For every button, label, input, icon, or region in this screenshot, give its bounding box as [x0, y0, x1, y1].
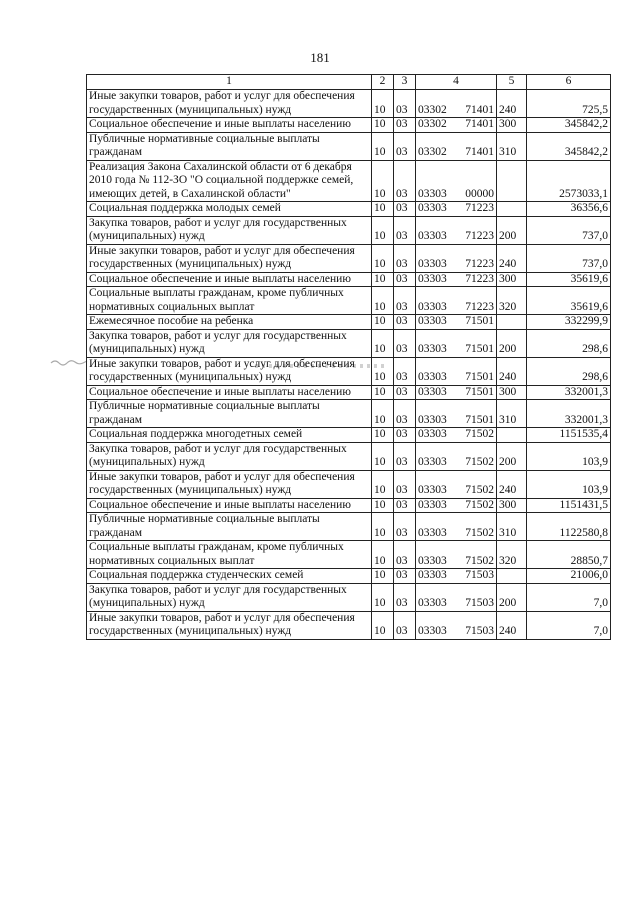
row-section: 10: [372, 498, 394, 513]
row-expense-type: 300: [497, 118, 527, 133]
row-subsection: 03: [394, 90, 416, 118]
row-name: Иные закупки товаров, работ и услуг для обеспечения государственных (муниципальных) нужд: [87, 611, 372, 639]
row-expense-type: 320: [497, 287, 527, 315]
row-subsection: 03: [394, 513, 416, 541]
row-section: 10: [372, 329, 394, 357]
row-article-code: 03303: [416, 428, 457, 443]
table-row: [87, 611, 611, 639]
table-row: [87, 442, 611, 470]
row-section: 10: [372, 442, 394, 470]
row-section: 10: [372, 385, 394, 400]
row-subsection: 03: [394, 428, 416, 443]
row-amount: 725,5: [527, 90, 611, 118]
row-expense-type: 240: [497, 611, 527, 639]
row-name: Закупка товаров, работ и услуг для государственных (муниципальных) нужд: [87, 583, 372, 611]
row-name: Социальное обеспечение и иные выплаты населению: [87, 498, 372, 513]
scan-artifact-mark: [50, 358, 88, 366]
row-article-subcode: 71223: [456, 272, 497, 287]
row-article-code: 03303: [416, 442, 457, 470]
row-article-code: 03303: [416, 611, 457, 639]
table-row: [87, 216, 611, 244]
row-amount: 21006,0: [527, 569, 611, 584]
row-amount: 36356,6: [527, 202, 611, 217]
row-article-code: 03303: [416, 583, 457, 611]
row-name: Публичные нормативные социальные выплаты гражданам: [87, 400, 372, 428]
row-article-code: 03303: [416, 202, 457, 217]
row-article-code: 03303: [416, 470, 457, 498]
table-row: [87, 329, 611, 357]
row-name: Социальное обеспечение и иные выплаты населению: [87, 118, 372, 133]
row-section: 10: [372, 287, 394, 315]
row-article-code: 03302: [416, 118, 457, 133]
row-subsection: 03: [394, 541, 416, 569]
table-row: [87, 90, 611, 118]
row-name: Социальные выплаты гражданам, кроме публичных нормативных социальных выплат: [87, 541, 372, 569]
row-article-subcode: 71223: [456, 287, 497, 315]
row-article-subcode: 71503: [456, 569, 497, 584]
row-article-code: 03303: [416, 385, 457, 400]
row-amount: 332001,3: [527, 400, 611, 428]
row-section: 10: [372, 569, 394, 584]
header-col-1: 1: [87, 75, 372, 90]
row-section: 10: [372, 315, 394, 330]
row-expense-type: [497, 160, 527, 202]
row-section: 10: [372, 541, 394, 569]
row-article-subcode: 71502: [456, 470, 497, 498]
row-section: 10: [372, 90, 394, 118]
table-row: [87, 513, 611, 541]
row-expense-type: 320: [497, 541, 527, 569]
row-expense-type: 310: [497, 400, 527, 428]
table-row: [87, 569, 611, 584]
table-row: [87, 357, 611, 385]
row-article-subcode: 71503: [456, 611, 497, 639]
row-article-code: 03303: [416, 513, 457, 541]
row-article-subcode: 71401: [456, 90, 497, 118]
row-subsection: 03: [394, 357, 416, 385]
row-expense-type: 300: [497, 272, 527, 287]
header-col-4: 4: [416, 75, 497, 90]
header-col-6: 6: [527, 75, 611, 90]
row-expense-type: 240: [497, 470, 527, 498]
row-article-code: 03303: [416, 287, 457, 315]
row-subsection: 03: [394, 611, 416, 639]
table-row: [87, 541, 611, 569]
row-amount: 35619,6: [527, 287, 611, 315]
row-name: Социальная поддержка студенческих семей: [87, 569, 372, 584]
table-row: [87, 428, 611, 443]
row-amount: 2573033,1: [527, 160, 611, 202]
row-name: Ежемесячное пособие на ребенка: [87, 315, 372, 330]
row-subsection: 03: [394, 583, 416, 611]
row-article-subcode: 71502: [456, 498, 497, 513]
header-col-3: 3: [394, 75, 416, 90]
row-subsection: 03: [394, 216, 416, 244]
row-subsection: 03: [394, 315, 416, 330]
row-article-code: 03303: [416, 357, 457, 385]
row-article-code: 03303: [416, 315, 457, 330]
row-name: Социальное обеспечение и иные выплаты населению: [87, 272, 372, 287]
row-name: Иные закупки товаров, работ и услуг для обеспечения государственных (муниципальных) нужд: [87, 357, 372, 385]
row-article-subcode: 71501: [456, 400, 497, 428]
table-row: [87, 287, 611, 315]
row-expense-type: 240: [497, 90, 527, 118]
table-row: [87, 160, 611, 202]
row-subsection: 03: [394, 287, 416, 315]
table-row: [87, 400, 611, 428]
row-article-code: 03303: [416, 160, 457, 202]
table-row: [87, 272, 611, 287]
row-article-subcode: 71501: [456, 385, 497, 400]
row-expense-type: 310: [497, 513, 527, 541]
table-row: [87, 385, 611, 400]
row-name: Иные закупки товаров, работ и услуг для обеспечения государственных (муниципальных) нужд: [87, 90, 372, 118]
row-article-code: 03303: [416, 272, 457, 287]
row-expense-type: 300: [497, 385, 527, 400]
table-body: [87, 90, 611, 640]
row-article-subcode: 71501: [456, 357, 497, 385]
row-name: Закупка товаров, работ и услуг для государственных (муниципальных) нужд: [87, 329, 372, 357]
row-section: 10: [372, 513, 394, 541]
row-subsection: 03: [394, 202, 416, 217]
row-name: Социальная поддержка многодетных семей: [87, 428, 372, 443]
row-name: Реализация Закона Сахалинской области от 6 декабря 2010 года № 112-ЗО "О социальной поддержке семей, имеющих детей, в Сахалинской области": [87, 160, 372, 202]
row-expense-type: 310: [497, 132, 527, 160]
table-row: [87, 498, 611, 513]
row-article-subcode: 71401: [456, 118, 497, 133]
row-expense-type: 240: [497, 244, 527, 272]
row-expense-type: [497, 315, 527, 330]
row-section: 10: [372, 202, 394, 217]
row-section: 10: [372, 118, 394, 133]
row-amount: 35619,6: [527, 272, 611, 287]
row-article-subcode: 71502: [456, 541, 497, 569]
table-row: [87, 583, 611, 611]
row-section: 10: [372, 244, 394, 272]
row-article-subcode: 71502: [456, 513, 497, 541]
row-expense-type: 200: [497, 442, 527, 470]
row-amount: 737,0: [527, 216, 611, 244]
page-number: 181: [310, 50, 330, 65]
row-section: 10: [372, 357, 394, 385]
row-amount: 7,0: [527, 583, 611, 611]
row-amount: 298,6: [527, 357, 611, 385]
row-article-subcode: 71501: [456, 315, 497, 330]
row-article-subcode: 71502: [456, 428, 497, 443]
row-amount: 298,6: [527, 329, 611, 357]
row-article-code: 03303: [416, 569, 457, 584]
row-article-code: 03303: [416, 329, 457, 357]
row-article-subcode: 00000: [456, 160, 497, 202]
row-subsection: 03: [394, 160, 416, 202]
row-section: 10: [372, 400, 394, 428]
row-amount: 737,0: [527, 244, 611, 272]
budget-table: [86, 74, 611, 640]
row-amount: 1151431,5: [527, 498, 611, 513]
row-name: Публичные нормативные социальные выплаты гражданам: [87, 513, 372, 541]
row-subsection: 03: [394, 132, 416, 160]
row-expense-type: 300: [497, 498, 527, 513]
table-header-row: [87, 75, 611, 90]
row-expense-type: 200: [497, 583, 527, 611]
row-subsection: 03: [394, 498, 416, 513]
row-article-code: 03303: [416, 541, 457, 569]
table-row: [87, 244, 611, 272]
row-subsection: 03: [394, 470, 416, 498]
row-name: Закупка товаров, работ и услуг для государственных (муниципальных) нужд: [87, 442, 372, 470]
row-section: 10: [372, 272, 394, 287]
row-amount: 103,9: [527, 442, 611, 470]
row-subsection: 03: [394, 442, 416, 470]
row-name: Иные закупки товаров, работ и услуг для обеспечения государственных (муниципальных) нужд: [87, 244, 372, 272]
row-article-subcode: 71223: [456, 244, 497, 272]
row-section: 10: [372, 428, 394, 443]
row-article-subcode: 71401: [456, 132, 497, 160]
row-expense-type: 240: [497, 357, 527, 385]
row-article-subcode: 71502: [456, 442, 497, 470]
row-subsection: 03: [394, 244, 416, 272]
row-amount: 28850,7: [527, 541, 611, 569]
table-row: [87, 118, 611, 133]
row-article-subcode: 71223: [456, 202, 497, 217]
row-expense-type: [497, 202, 527, 217]
row-section: 10: [372, 583, 394, 611]
header-col-5: 5: [497, 75, 527, 90]
row-expense-type: [497, 428, 527, 443]
row-expense-type: 200: [497, 216, 527, 244]
row-subsection: 03: [394, 400, 416, 428]
row-section: 10: [372, 611, 394, 639]
row-name: Закупка товаров, работ и услуг для государственных (муниципальных) нужд: [87, 216, 372, 244]
row-amount: 345842,2: [527, 118, 611, 133]
row-name: Публичные нормативные социальные выплаты гражданам: [87, 132, 372, 160]
row-section: 10: [372, 216, 394, 244]
row-amount: 1122580,8: [527, 513, 611, 541]
row-amount: 332001,3: [527, 385, 611, 400]
row-article-code: 03303: [416, 400, 457, 428]
row-section: 10: [372, 470, 394, 498]
row-article-code: 03303: [416, 216, 457, 244]
table-row: [87, 132, 611, 160]
row-article-code: 03303: [416, 498, 457, 513]
row-article-code: 03303: [416, 244, 457, 272]
table-row: [87, 202, 611, 217]
row-subsection: 03: [394, 569, 416, 584]
row-expense-type: 200: [497, 329, 527, 357]
row-name: Социальные выплаты гражданам, кроме публичных нормативных социальных выплат: [87, 287, 372, 315]
row-article-subcode: 71503: [456, 583, 497, 611]
row-subsection: 03: [394, 385, 416, 400]
header-col-2: 2: [372, 75, 394, 90]
row-amount: 1151535,4: [527, 428, 611, 443]
row-article-subcode: 71501: [456, 329, 497, 357]
row-amount: 332299,9: [527, 315, 611, 330]
row-name: Иные закупки товаров, работ и услуг для обеспечения государственных (муниципальных) нужд: [87, 470, 372, 498]
row-amount: 345842,2: [527, 132, 611, 160]
row-amount: 103,9: [527, 470, 611, 498]
row-name: Социальное обеспечение и иные выплаты населению: [87, 385, 372, 400]
row-subsection: 03: [394, 329, 416, 357]
row-article-subcode: 71223: [456, 216, 497, 244]
row-expense-type: [497, 569, 527, 584]
row-article-code: 03302: [416, 132, 457, 160]
table-row: [87, 470, 611, 498]
table-row: [87, 315, 611, 330]
row-name: Социальная поддержка молодых семей: [87, 202, 372, 217]
row-amount: 7,0: [527, 611, 611, 639]
row-article-code: 03302: [416, 90, 457, 118]
row-section: 10: [372, 132, 394, 160]
row-section: 10: [372, 160, 394, 202]
row-subsection: 03: [394, 118, 416, 133]
row-subsection: 03: [394, 272, 416, 287]
